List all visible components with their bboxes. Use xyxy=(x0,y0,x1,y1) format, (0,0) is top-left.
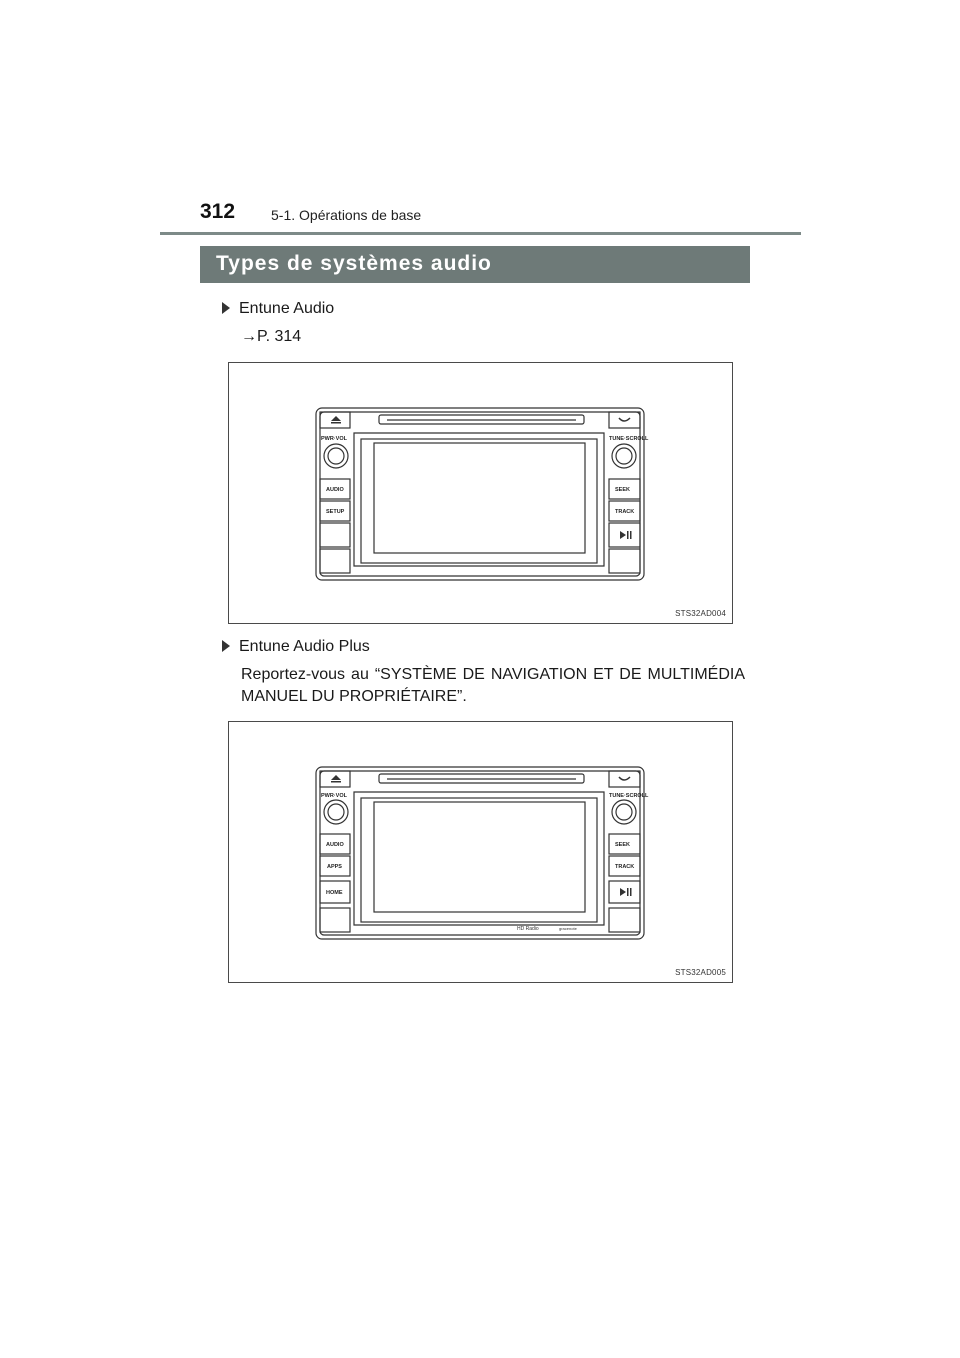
setup-button-label: SETUP xyxy=(326,509,345,515)
seek-button-label: SEEK xyxy=(615,842,630,848)
section-label: 5-1. Opérations de base xyxy=(271,207,422,223)
page-reference[interactable] xyxy=(241,328,301,346)
track-button-label: TRACK xyxy=(615,864,635,870)
triangle-right-icon xyxy=(222,302,230,314)
bullet-label: Entune Audio xyxy=(239,300,335,317)
triangle-right-icon xyxy=(222,640,230,652)
figure-code: STS32AD005 xyxy=(675,968,726,977)
head-unit-illustration xyxy=(229,363,732,623)
seek-button-label: SEEK xyxy=(615,487,630,493)
pwr-vol-label: PWR·VOL xyxy=(321,793,347,799)
header-rule xyxy=(160,232,801,235)
figure-entune-audio-plus xyxy=(228,721,733,983)
bullet-label: Entune Audio Plus xyxy=(239,638,370,655)
bullet-entune-audio-plus xyxy=(222,638,370,656)
page-reference-text: P. 314 xyxy=(257,328,302,345)
pwr-vol-label: PWR·VOL xyxy=(321,436,347,442)
section-title: Types de systèmes audio xyxy=(216,252,492,275)
bullet-entune-audio xyxy=(222,300,334,318)
play-pause-icon xyxy=(620,888,632,896)
page-number: 312 xyxy=(200,200,236,223)
phone-icon xyxy=(619,777,630,780)
audio-button-label: AUDIO xyxy=(326,487,344,493)
section-banner xyxy=(200,246,750,283)
eject-icon xyxy=(331,775,341,783)
figure-entune-audio xyxy=(228,362,733,624)
gracenote-logo: gracenote xyxy=(559,926,577,931)
audio-button-label: AUDIO xyxy=(326,842,344,848)
apps-button-label: APPS xyxy=(327,864,342,870)
arrow-right-icon: → xyxy=(241,328,257,345)
phone-icon xyxy=(619,418,630,421)
home-button-label: HOME xyxy=(326,890,343,896)
tune-scroll-label: TUNE·SCROLL xyxy=(609,436,649,442)
eject-icon xyxy=(331,416,341,424)
figure-code: STS32AD004 xyxy=(675,609,726,618)
tune-scroll-label: TUNE·SCROLL xyxy=(609,793,649,799)
play-pause-icon xyxy=(620,531,632,539)
manual-reference-text: Reportez-vous au “SYSTÈME DE NAVIGATION ET DE MULTIMÉDIA MANUEL DU PROPRIÉTAIRE”. xyxy=(241,666,745,705)
head-unit-illustration xyxy=(229,722,732,982)
hd-radio-logo: HD Radio xyxy=(517,926,539,932)
track-button-label: TRACK xyxy=(615,509,635,515)
